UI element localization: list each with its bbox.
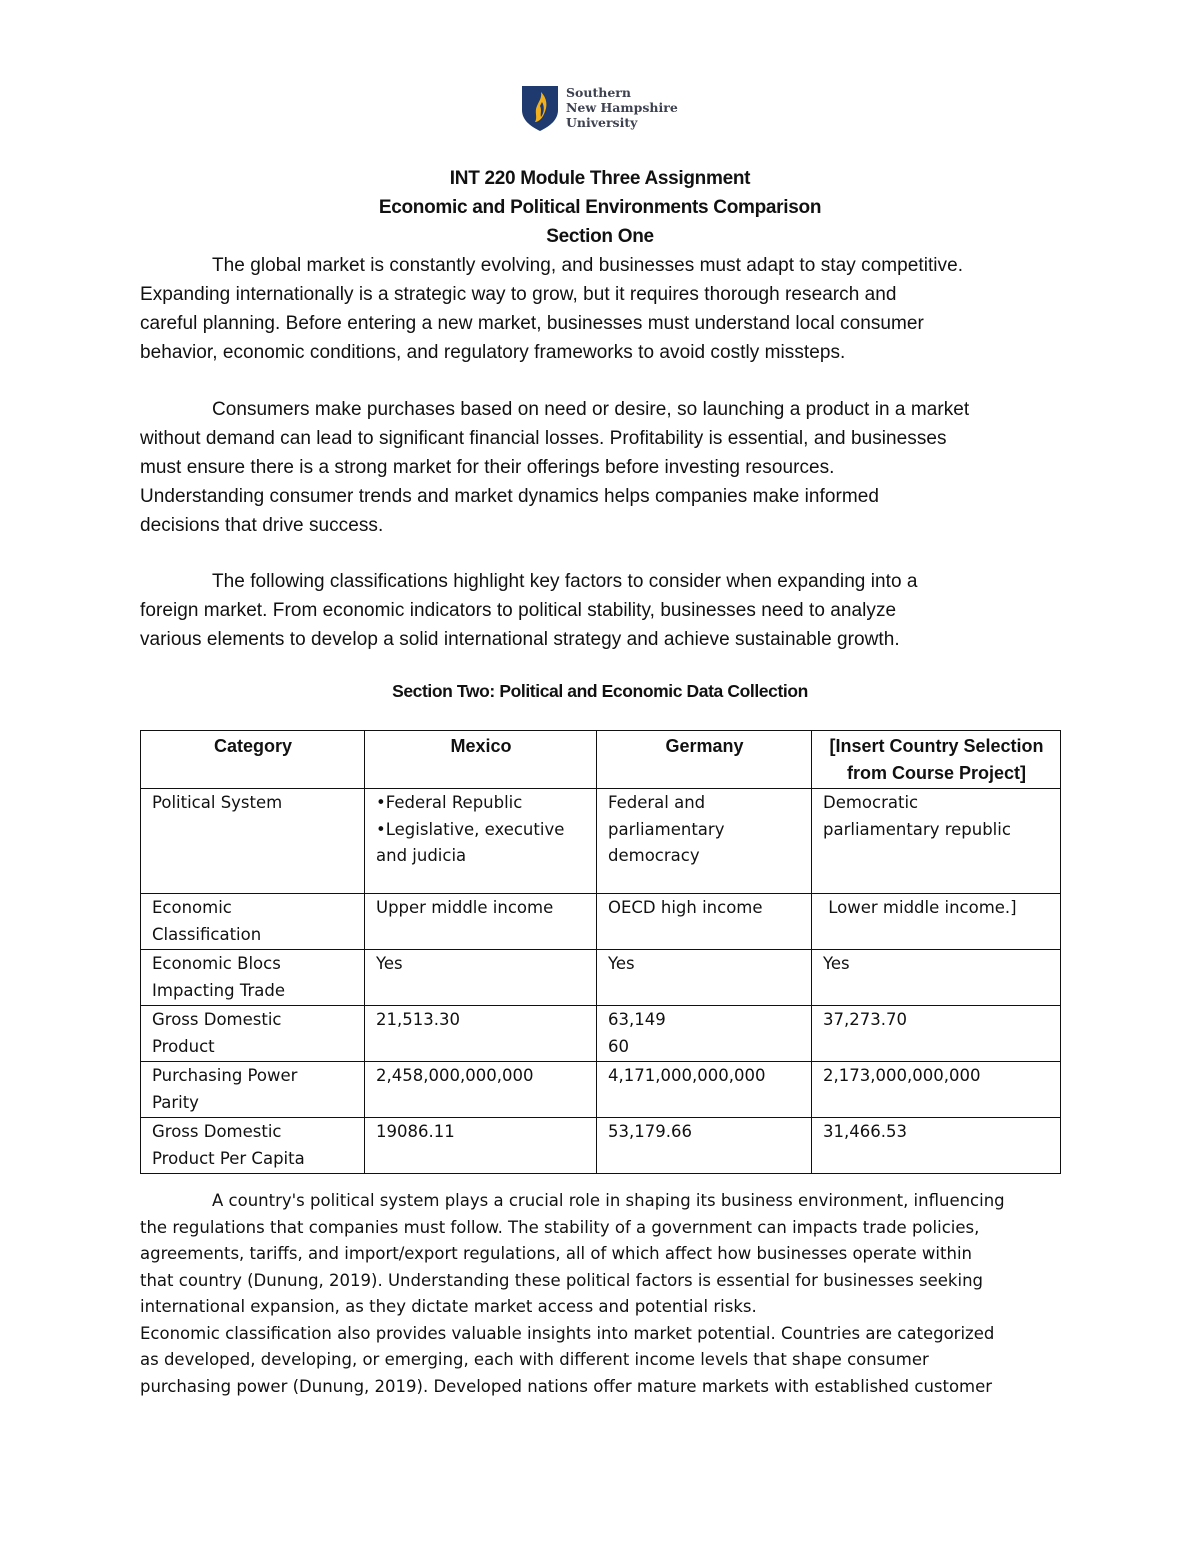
table-row: [141, 1118, 1061, 1174]
cell-germany: Federal and parliamentary democracy: [597, 789, 812, 894]
cell-mexico: Upper middle income: [365, 894, 597, 950]
document-titles: [140, 164, 1060, 251]
cell-category: Gross Domestic Product: [141, 1006, 365, 1062]
text-line: various elements to develop a solid international strategy and achieve sustainable growth.: [140, 629, 900, 650]
header-mexico: Mexico: [365, 731, 597, 789]
cell-mexico: Yes: [365, 950, 597, 1006]
table-row: [141, 1006, 1061, 1062]
cell-mexico: 21,513.30: [365, 1006, 597, 1062]
university-logo: [520, 84, 690, 134]
cell-germany: 4,171,000,000,000: [597, 1062, 812, 1118]
table-row: [141, 1062, 1061, 1118]
text-line: purchasing power (Dunung, 2019). Developed nations offer mature markets with established customer: [140, 1376, 993, 1396]
text-line: Understanding consumer trends and market dynamics helps companies make informed: [140, 486, 879, 507]
cell-other-country: Democratic parliamentary republic: [812, 789, 1061, 894]
header-category: Category: [141, 731, 365, 789]
text-line: that country (Dunung, 2019). Understanding these political factors is essential for businesses seeking: [140, 1270, 983, 1290]
paragraph-1: [140, 251, 1060, 367]
cell-mexico: 2,458,000,000,000: [365, 1062, 597, 1118]
paragraph-3: [140, 567, 1060, 654]
text-line: without demand can lead to significant financial losses. Profitability is essential, and businesses: [140, 428, 947, 449]
logo-line: Southern: [566, 85, 631, 100]
table-row: [141, 894, 1061, 950]
text-line: Expanding internationally is a strategic way to grow, but it requires thorough research and: [140, 284, 897, 305]
assignment-title: Economic and Political Environments Comparison: [378, 197, 822, 218]
text-line: Consumers make purchases based on need or desire, so launching a product in a market: [212, 399, 970, 420]
text-line: agreements, tariffs, and import/export regulations, all of which affect how businesses operate within: [140, 1244, 972, 1263]
cell-category: Political System: [141, 789, 365, 894]
cell-other-country: 2,173,000,000,000: [812, 1062, 1061, 1118]
data-collection-table: [140, 730, 1061, 1174]
cell-germany: 63,149 60: [597, 1006, 812, 1062]
table-row: [141, 950, 1061, 1006]
logo-line: New Hampshire: [566, 100, 678, 115]
section-one-heading: Section One: [546, 226, 654, 247]
table-header-row: [141, 731, 1061, 789]
cell-other-country: Lower middle income.]: [812, 894, 1061, 950]
logo-wordmark: [566, 85, 678, 130]
text-line: must ensure there is a strong market for their offerings before investing resources.: [140, 457, 835, 478]
cell-mexico: 19086.11: [365, 1118, 597, 1174]
cell-germany: OECD high income: [597, 894, 812, 950]
text-line: Economic classification also provides valuable insights into market potential. Countries are categorized: [140, 1323, 995, 1343]
cell-other-country: 31,466.53: [812, 1118, 1061, 1174]
cell-mexico: •Federal Republic •Legislative, executive and judicia: [365, 789, 597, 894]
cell-category: Economic Blocs Impacting Trade: [141, 950, 365, 1006]
course-title: INT 220 Module Three Assignment: [449, 168, 751, 189]
text-line: A country's political system plays a crucial role in shaping its business environment, influencing: [212, 1191, 1005, 1210]
text-line: international expansion, as they dictate market access and potential risks.: [140, 1297, 757, 1316]
text-line: as developed, developing, or emerging, each with different income levels that shape consumer: [140, 1350, 929, 1369]
cell-other-country: 37,273.70: [812, 1006, 1061, 1062]
text-line: behavior, economic conditions, and regulatory frameworks to avoid costly missteps.: [140, 342, 846, 363]
cell-other-country: Yes: [812, 950, 1061, 1006]
header-germany: Germany: [597, 731, 812, 789]
text-line: foreign market. From economic indicators to political stability, businesses need to analyze: [140, 600, 897, 621]
cell-germany: 53,179.66: [597, 1118, 812, 1174]
text-line: The global market is constantly evolving, and businesses must adapt to stay competitive.: [212, 255, 964, 276]
header-country-selection: [Insert Country Selection from Course Project]: [812, 731, 1061, 789]
cell-germany: Yes: [597, 950, 812, 1006]
cell-category: Purchasing Power Parity: [141, 1062, 365, 1118]
text-line: careful planning. Before entering a new market, businesses must understand local consumer: [140, 313, 924, 334]
table-row: [141, 789, 1061, 894]
text-line: the regulations that companies must follow. The stability of a government can impacts trade policies,: [140, 1217, 980, 1237]
text-line: The following classifications highlight key factors to consider when expanding into a: [212, 571, 918, 592]
shield-flame-icon: [520, 84, 560, 132]
logo-line: University: [566, 115, 638, 130]
section-two-heading: Section Two: Political and Economic Data Collection: [392, 681, 808, 701]
paragraph-2: [140, 395, 1060, 540]
cell-category: Economic Classification: [141, 894, 365, 950]
cell-category: Gross Domestic Product Per Capita: [141, 1118, 365, 1174]
analysis-text: [140, 1188, 1060, 1400]
text-line: decisions that drive success.: [140, 515, 384, 536]
